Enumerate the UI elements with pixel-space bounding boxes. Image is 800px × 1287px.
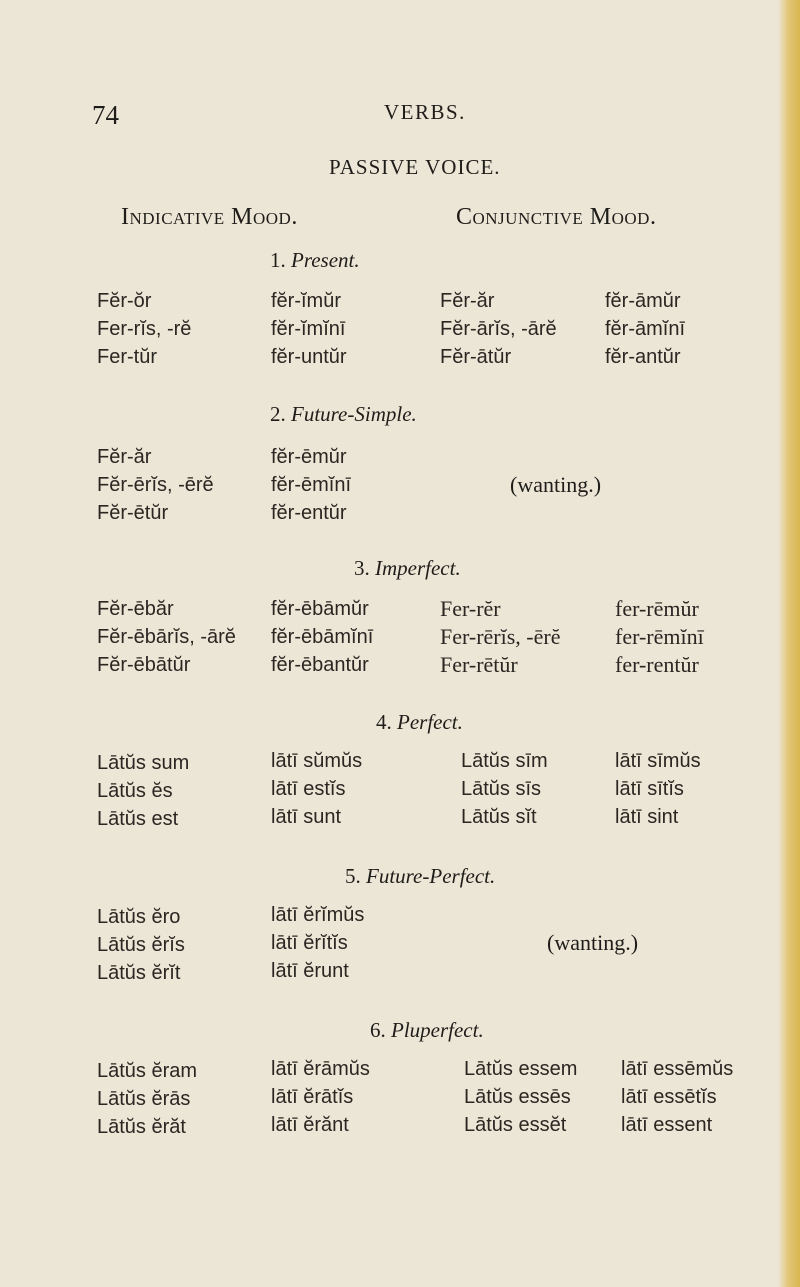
form: Lātŭs est bbox=[97, 808, 179, 830]
form: lātī estĭs bbox=[271, 778, 346, 800]
form: fer-rentŭr bbox=[615, 652, 699, 677]
form: lātī sīmŭs bbox=[615, 750, 701, 772]
tense-name: Pluperfect. bbox=[391, 1018, 484, 1042]
form: Fer-rĭs, -rĕ bbox=[97, 318, 192, 340]
form: fĕr-ēbantŭr bbox=[271, 654, 369, 676]
page-number: 74 bbox=[92, 100, 119, 130]
form: lātī ĕrātĭs bbox=[271, 1086, 354, 1108]
form: fer-rēmŭr bbox=[615, 596, 699, 621]
form: lātī essēmŭs bbox=[621, 1058, 734, 1080]
form: fĕr-āmĭnī bbox=[605, 318, 686, 340]
tense-name: Perfect. bbox=[397, 710, 463, 734]
form: lātī sŭmŭs bbox=[271, 750, 363, 772]
conjunctive-mood-heading: Conjunctive Mood. bbox=[456, 204, 657, 230]
wanting-note: (wanting.) bbox=[510, 472, 602, 497]
form: fĕr-ēmĭnī bbox=[271, 474, 352, 496]
form: fĕr-ĭmŭr bbox=[271, 290, 341, 312]
form: Lātŭs sĭt bbox=[461, 806, 537, 828]
form: fĕr-ēbāmĭnī bbox=[271, 626, 374, 648]
form: fer-rēmĭnī bbox=[615, 624, 704, 649]
form: Fĕr-ēbātŭr bbox=[97, 654, 191, 676]
form: Fer-tŭr bbox=[97, 346, 157, 368]
tense-heading-perfect bbox=[376, 710, 463, 735]
form: Fĕr-ăr bbox=[97, 446, 152, 468]
tense-name: Future-Perfect. bbox=[366, 864, 496, 888]
form: fĕr-ĭmĭnī bbox=[271, 318, 346, 340]
form: Fĕr-ēbăr bbox=[97, 598, 174, 620]
form: Lātŭs ĕrĭs bbox=[97, 934, 185, 956]
form: Lātŭs ĕrās bbox=[97, 1088, 191, 1110]
form: Fĕr-ērĭs, -ērĕ bbox=[97, 474, 214, 496]
form: Lātŭs sīs bbox=[461, 778, 542, 800]
tense-heading-pluperfect bbox=[370, 1018, 484, 1043]
form: Fĕr-ăr bbox=[440, 290, 495, 312]
tense-number: 5. bbox=[345, 864, 361, 888]
form: fĕr-ēmŭr bbox=[271, 446, 347, 468]
form: fĕr-āmŭr bbox=[605, 290, 681, 312]
form: Lātŭs ĕrĭt bbox=[97, 962, 181, 984]
form: lātī essētĭs bbox=[621, 1086, 717, 1108]
tense-number: 3. bbox=[354, 556, 370, 580]
form: Lātŭs ĕram bbox=[97, 1060, 198, 1082]
form: fĕr-ēbāmŭr bbox=[271, 598, 369, 620]
form: fĕr-antŭr bbox=[605, 346, 681, 368]
form: Fer-rĕr bbox=[440, 596, 501, 621]
form: Lātŭs essēs bbox=[464, 1086, 571, 1108]
running-head: VERBS. bbox=[384, 100, 466, 124]
form: lātī sunt bbox=[271, 806, 342, 828]
form: lātī essent bbox=[621, 1114, 713, 1136]
form: Lātŭs ĕrăt bbox=[97, 1116, 186, 1138]
form: lātī sītĭs bbox=[615, 778, 684, 800]
form: lātī ĕrunt bbox=[271, 960, 349, 982]
form: Lātŭs sum bbox=[97, 752, 190, 774]
tense-heading-future-perfect bbox=[345, 864, 495, 889]
form: Fĕr-ēbārĭs, -ārĕ bbox=[97, 626, 236, 648]
tense-name: Present. bbox=[291, 248, 360, 272]
form: Fer-rērĭs, -ērĕ bbox=[440, 624, 561, 649]
form: fĕr-untŭr bbox=[271, 346, 347, 368]
tense-heading-future-simple bbox=[270, 402, 417, 427]
tense-heading-imperfect bbox=[354, 556, 461, 581]
form: lātī ĕrĭmŭs bbox=[271, 904, 365, 926]
indicative-mood-heading: Indicative Mood. bbox=[121, 204, 298, 230]
form: fĕr-entŭr bbox=[271, 502, 347, 524]
tense-number: 1. bbox=[270, 248, 286, 272]
form: Fĕr-ŏr bbox=[97, 290, 152, 312]
tense-heading-present bbox=[270, 248, 360, 273]
form: lātī ĕrāmŭs bbox=[271, 1058, 370, 1080]
wanting-note: (wanting.) bbox=[547, 930, 639, 955]
form: Lātŭs sīm bbox=[461, 750, 548, 772]
tense-number: 6. bbox=[370, 1018, 386, 1042]
voice-heading: PASSIVE VOICE. bbox=[329, 155, 501, 179]
form: Lātŭs essĕt bbox=[464, 1114, 567, 1136]
page-edge bbox=[778, 0, 800, 1287]
tense-number: 4. bbox=[376, 710, 392, 734]
form: lātī ĕrĭtĭs bbox=[271, 932, 348, 954]
tense-number: 2. bbox=[270, 402, 286, 426]
form: Fer-rētŭr bbox=[440, 652, 518, 677]
form: Lātŭs ĕs bbox=[97, 780, 173, 802]
tense-name: Imperfect. bbox=[375, 556, 461, 580]
form: Lātŭs essem bbox=[464, 1058, 578, 1080]
form: lātī sint bbox=[615, 806, 679, 828]
form: Fĕr-ārĭs, -ārĕ bbox=[440, 318, 557, 340]
form: lātī ĕrănt bbox=[271, 1114, 349, 1136]
form: Fĕr-ētŭr bbox=[97, 502, 169, 524]
tense-name: Future-Simple. bbox=[291, 402, 417, 426]
form: Lātŭs ĕro bbox=[97, 906, 181, 928]
form: Fĕr-ātŭr bbox=[440, 346, 512, 368]
